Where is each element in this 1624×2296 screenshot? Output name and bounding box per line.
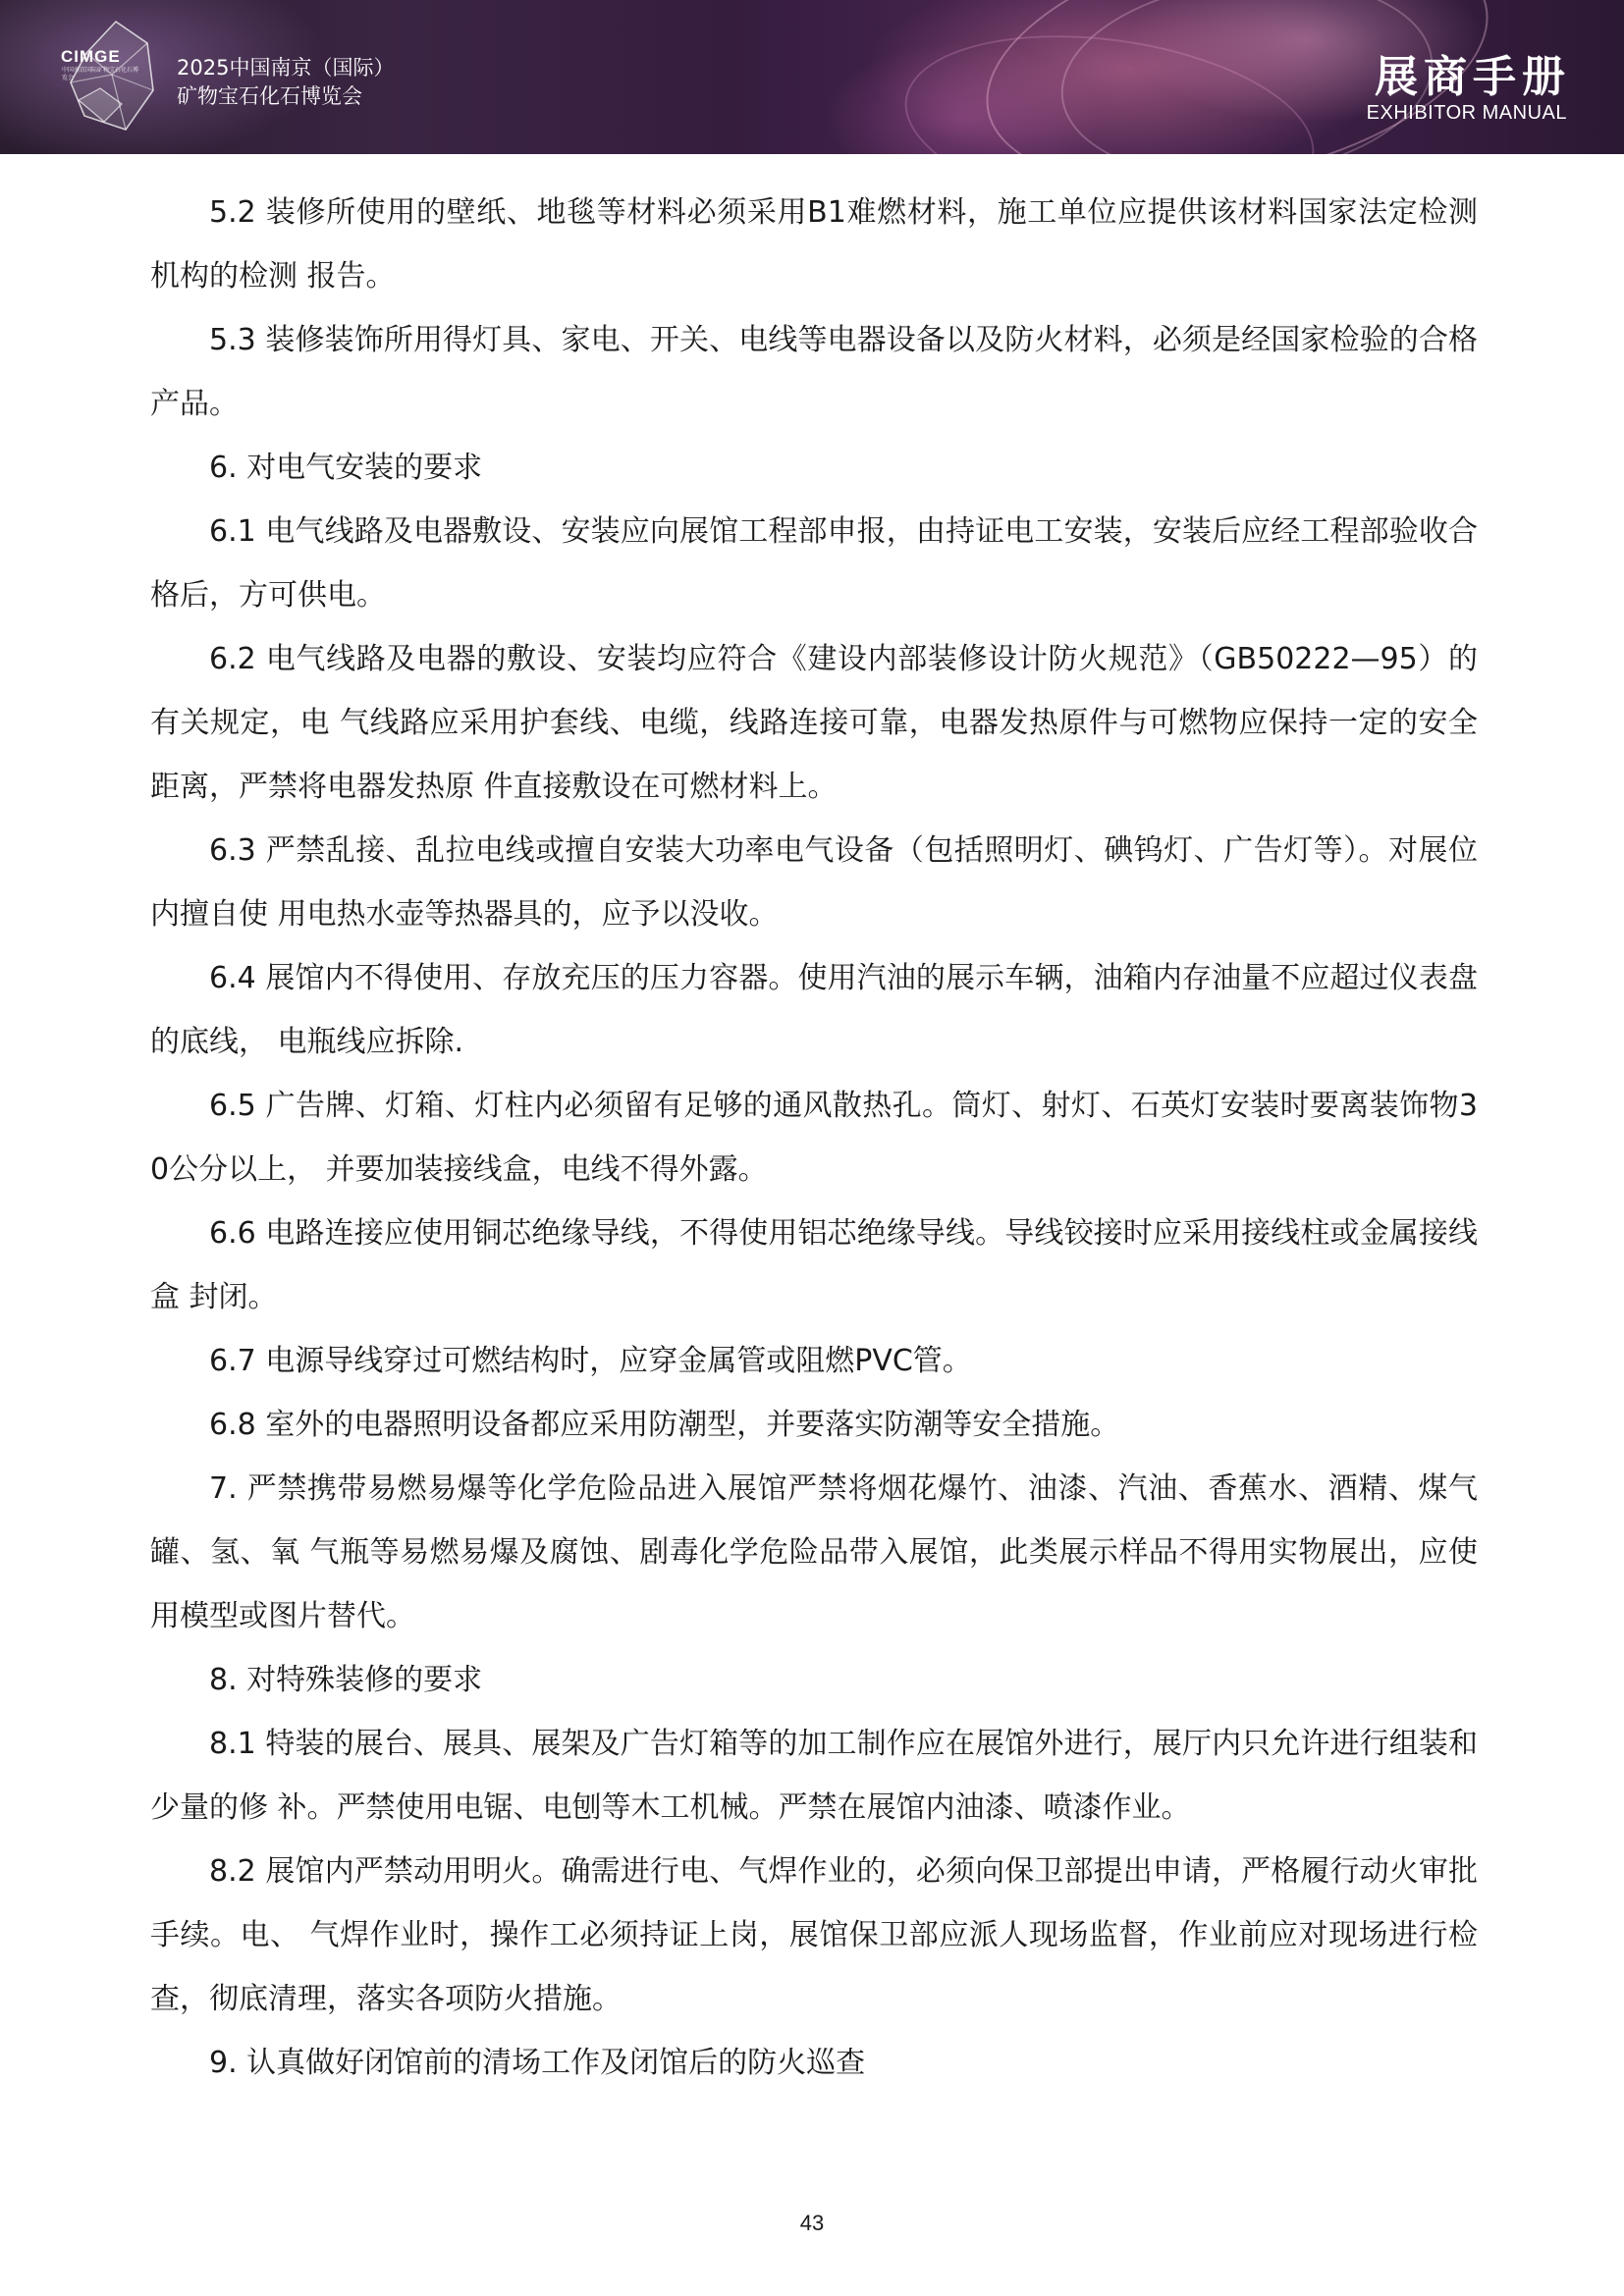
header-banner <box>0 0 1624 154</box>
page-number: 43 <box>799 2211 825 2235</box>
manual-title-en: EXHIBITOR MANUAL <box>1366 102 1567 124</box>
event-title <box>177 54 394 111</box>
paragraph-6-2: 6.2 电气线路及电器的敷设、安装均应符合《建设内部装修设计防火规范》（GB50222—95）的有关规定，电 气线路应采用护套线、电缆，线路连接可靠，电器发热原件与可燃物应保持一定的安全距离，严禁将电器发热原 件直接敷设在可燃材料上。 <box>150 642 1478 804</box>
paragraph-8-1: 8.1 特装的展台、展具、展架及广告灯箱等的加工制作应在展馆外进行，展厅内只允许进行组装和少量的修 补。严禁使用电锯、电刨等木工机械。严禁在展馆内油漆、喷漆作业。 <box>150 1727 1478 1825</box>
body-text <box>150 181 1478 2095</box>
paragraph-6-1: 6.1 电气线路及电器敷设、安装应向展馆工程部申报，由持证电工安装，安装后应经工程部验收合格后，方可供电。 <box>150 514 1478 613</box>
heading-8: 8. 对特殊装修的要求 <box>209 1663 483 1697</box>
logo-text: CIMGE <box>61 47 121 66</box>
logo-subtitle: 中国南京国际矿物宝石化石博览会 <box>62 67 139 81</box>
heading-9: 9. 认真做好闭馆前的清场工作及闭馆后的防火巡查 <box>209 2046 866 2080</box>
paragraph-6-8: 6.8 室外的电器照明设备都应采用防潮型，并要落实防潮等安全措施。 <box>209 1408 1120 1442</box>
paragraph-5-2: 5.2 装修所使用的壁纸、地毯等材料必须采用B1难燃材料，施工单位应提供该材料国家法定检测机构的检测 报告。 <box>150 195 1478 294</box>
paragraph-6-4: 6.4 展馆内不得使用、存放充压的压力容器。使用汽油的展示车辆，油箱内存油量不应超过仪表盘的底线， 电瓶线应拆除. <box>150 961 1478 1059</box>
paragraph-5-3: 5.3 装修装饰所用得灯具、家电、开关、电线等电器设备以及防火材料，必须是经国家检验的合格产品。 <box>150 323 1478 421</box>
paragraph-6-5: 6.5 广告牌、灯箱、灯柱内必须留有足够的通风散热孔。筒灯、射灯、石英灯安装时要离装饰物30公分以上， 并要加装接线盒，电线不得外露。 <box>150 1089 1478 1187</box>
heading-6: 6. 对电气安装的要求 <box>209 451 483 485</box>
paragraph-8-2: 8.2 展馆内严禁动用明火。确需进行电、气焊作业的，必须向保卫部提出申请，严格履行动火审批手续。电、 气焊作业时，操作工必须持证上岗，展馆保卫部应派人现场监督，作业前应对现场进行检查，彻底清理，落实各项防火措施。 <box>150 1854 1478 2016</box>
event-title-line-1: 2025中国南京（国际） <box>177 56 395 80</box>
paragraph-7: 7. 严禁携带易燃易爆等化学危险品进入展馆严禁将烟花爆竹、油漆、汽油、香蕉水、酒精、煤气罐、氢、氧 气瓶等易燃易爆及腐蚀、剧毒化学危险品带入展馆，此类展示样品不得用实物展出，应使用模型或图片替代。 <box>150 1471 1478 1633</box>
manual-title-zh: 展商手册 <box>1375 52 1571 102</box>
paragraph-6-6: 6.6 电路连接应使用铜芯绝缘导线，不得使用铝芯绝缘导线。导线铰接时应采用接线柱或金属接线盒 封闭。 <box>150 1216 1478 1314</box>
paragraph-6-3: 6.3 严禁乱接、乱拉电线或擅自安装大功率电气设备（包括照明灯、碘钨灯、广告灯等）。对展位内擅自使 用电热水壶等热器具的，应予以没收。 <box>150 833 1478 932</box>
paragraph-6-7: 6.7 电源导线穿过可燃结构时，应穿金属管或阻燃PVC管。 <box>209 1344 972 1378</box>
event-title-line-2: 矿物宝石化石博览会 <box>177 84 362 108</box>
